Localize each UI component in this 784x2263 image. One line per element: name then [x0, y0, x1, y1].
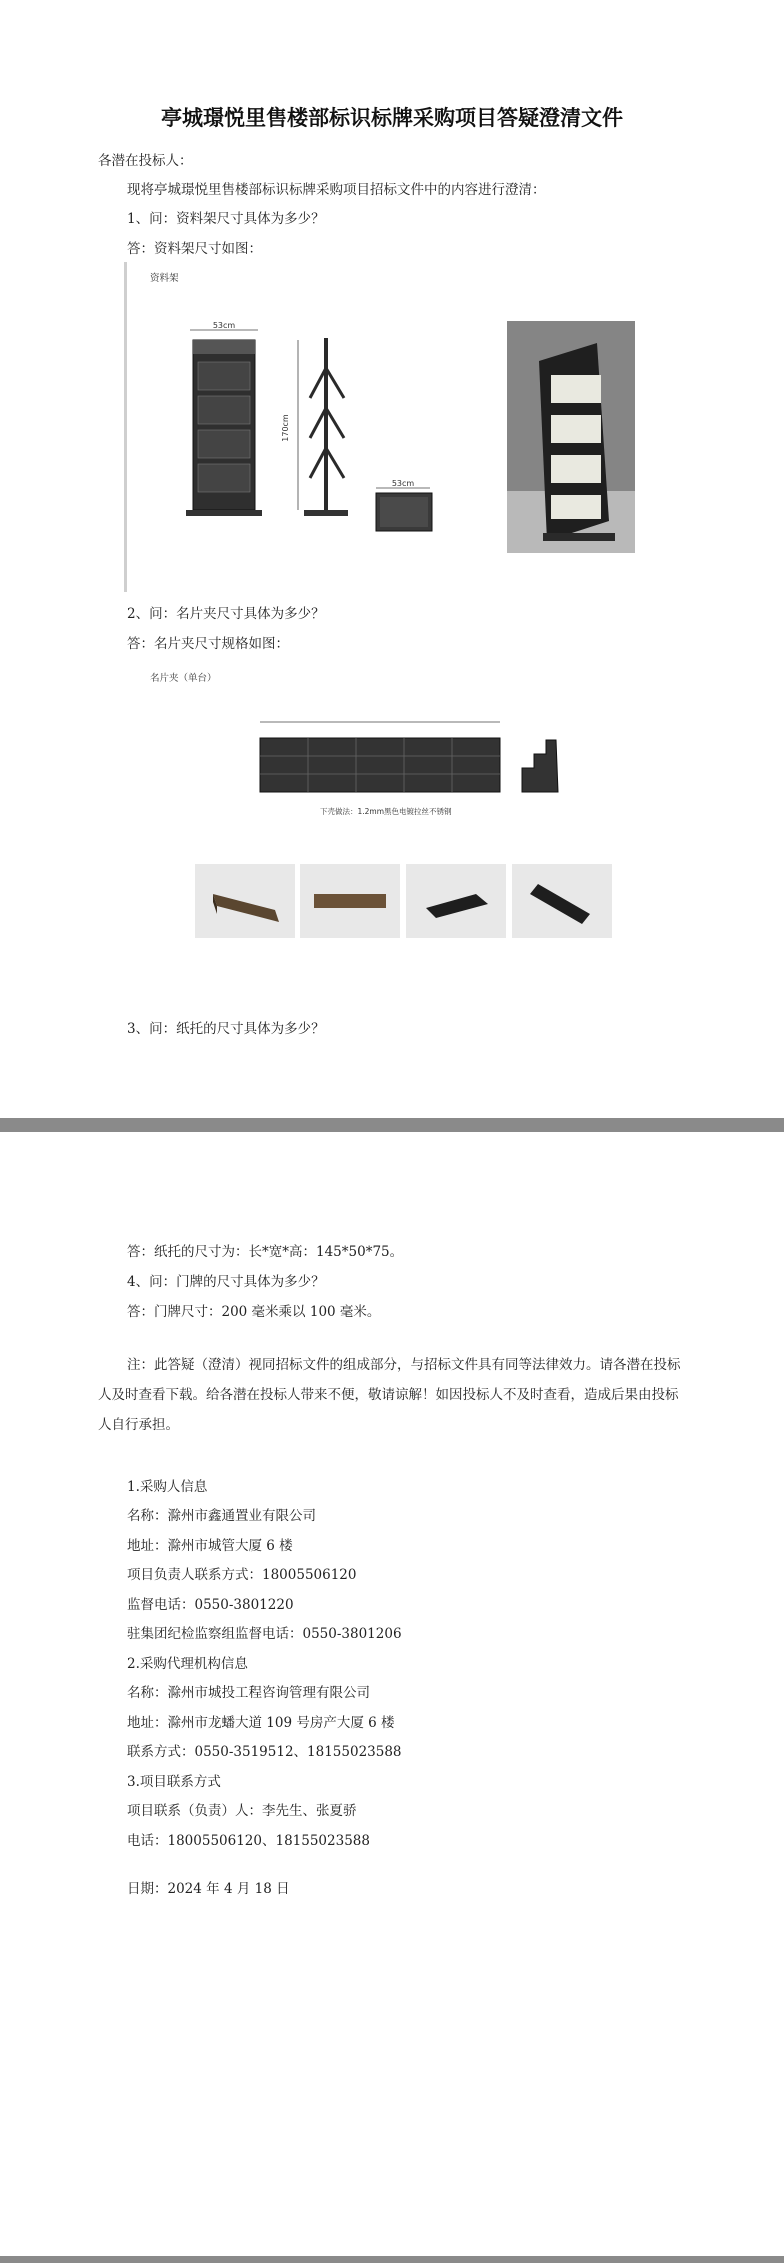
card-holder-photo-2: [300, 864, 400, 938]
document-title: 亭城璟悦里售楼部标识标牌采购项目答疑澄清文件: [161, 106, 623, 130]
answer-3: 答：纸托的尺寸为：长*宽*高：145*50*75。: [127, 1244, 404, 1260]
base-width-dimension: 53cm: [391, 479, 415, 488]
contact-line: 地址：滁州市龙蟠大道 109 号房产大厦 6 楼: [127, 1715, 395, 1731]
card-holder-photo-1: [195, 864, 295, 938]
document-page-1: [0, 0, 784, 1118]
figure-2-caption: 名片夹（单台）: [150, 673, 217, 684]
contact-line: 电话：18005506120、18155023588: [127, 1833, 370, 1849]
contact-line: 驻集团纪检监察组监督电话：0550-3801206: [127, 1626, 402, 1642]
brochure-rack-photo: [507, 321, 635, 553]
contact-line: 项目负责人联系方式：18005506120: [127, 1567, 357, 1583]
answer-2: 答：名片夹尺寸规格如图：: [127, 636, 289, 652]
document-page-2: [0, 1132, 784, 2256]
page-separator: [0, 1118, 784, 1132]
card-holder-photo-4: [512, 864, 612, 938]
contact-line: 名称：滁州市鑫通置业有限公司: [127, 1508, 316, 1524]
rack-height-dimension: 170cm: [281, 414, 290, 442]
contact-line: 名称：滁州市城投工程咨询管理有限公司: [127, 1685, 370, 1701]
contact-line: 联系方式：0550-3519512、18155023588: [127, 1744, 402, 1760]
contact-line: 1.采购人信息: [127, 1479, 208, 1495]
question-3: 3、问：纸托的尺寸具体为多少？: [127, 1021, 325, 1037]
card-holder-note: 下壳做法：1.2mm黑色电镀拉丝不锈钢: [320, 807, 452, 816]
card-holder-photo-3: [406, 864, 506, 938]
legal-note: 注：此答疑（澄清）视同招标文件的组成部分，与招标文件具有同等法律效力。请各潜在投标人及时查看下载。给各潜在投标人带来不便，敬请谅解！如因投标人不及时查看，造成后果由投标人自行承担。: [98, 1357, 681, 1433]
answer-4: 答：门牌尺寸：200 毫米乘以 100 毫米。: [127, 1304, 381, 1320]
contact-line: 3.项目联系方式: [127, 1774, 221, 1790]
brochure-rack-drawing: [168, 318, 448, 558]
question-2: 2、问：名片夹尺寸具体为多少？: [127, 606, 325, 622]
question-4: 4、问：门牌的尺寸具体为多少？: [127, 1274, 325, 1290]
contact-line: 项目联系（负责）人：李先生、张夏骄: [127, 1803, 357, 1819]
rack-width-dimension: 53cm: [212, 321, 236, 330]
answer-1: 答：资料架尺寸如图：: [127, 241, 262, 257]
document-date: 日期：2024 年 4 月 18 日: [127, 1881, 290, 1897]
contact-line: 地址：滁州市城管大厦 6 楼: [127, 1538, 293, 1554]
figure-rule: [124, 262, 127, 592]
question-1: 1、问：资料架尺寸具体为多少？: [127, 211, 325, 227]
greeting: 各潜在投标人：: [98, 153, 193, 169]
intro-paragraph: 现将亭城璟悦里售楼部标识标牌采购项目招标文件中的内容进行澄清：: [127, 182, 546, 198]
page-separator-bottom: [0, 2256, 784, 2263]
figure-1-caption: 资料架: [150, 273, 179, 284]
contact-line: 2.采购代理机构信息: [127, 1656, 248, 1672]
contact-line: 监督电话：0550-3801220: [127, 1597, 294, 1613]
